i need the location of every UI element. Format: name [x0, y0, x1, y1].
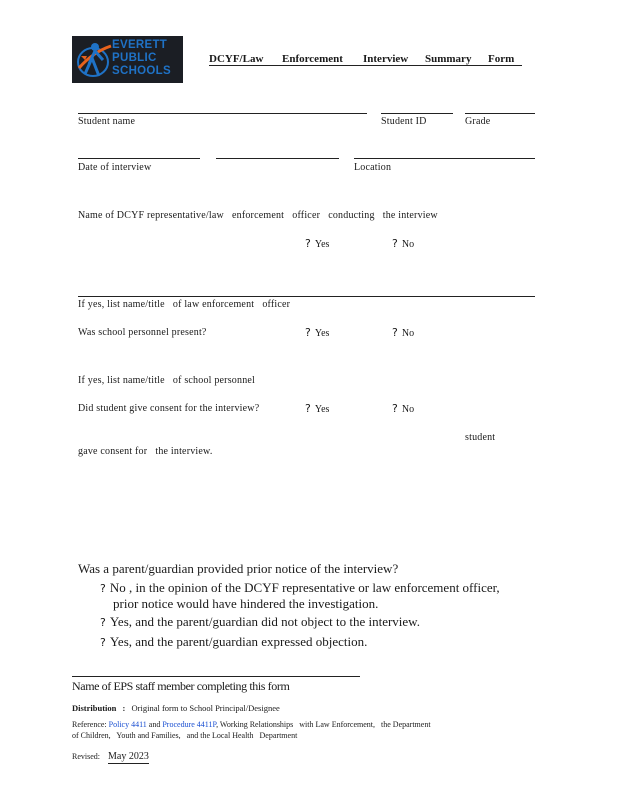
procedure-link[interactable]: Procedure 4411P [162, 720, 217, 729]
time-line[interactable] [216, 158, 339, 159]
student-name-line[interactable] [78, 113, 367, 114]
checkbox-icon[interactable]: ? [305, 326, 311, 339]
q3-text: Did student give consent for the interview? [78, 403, 260, 414]
q1-followup-label: If yes, list name/title of law enforcement officer [78, 299, 291, 310]
q3-yes-option[interactable] [305, 402, 329, 415]
reference-line-1 [72, 720, 431, 729]
header-word-1: DCYF/Law [209, 53, 264, 65]
q4-text: Was a parent/guardian provided prior notice of the interview? [78, 561, 399, 576]
q2-no-label: No [401, 328, 415, 339]
logo-text [112, 39, 171, 78]
everett-public-schools-logo [72, 36, 183, 83]
q1-answer-line[interactable] [78, 296, 535, 297]
checkbox-icon[interactable]: ? [100, 616, 106, 629]
revised-line [72, 746, 149, 764]
distribution-line [72, 703, 280, 713]
q2-yes-option[interactable] [305, 326, 329, 339]
logo-line-2: PUBLIC [112, 52, 157, 64]
student-id-label: Student ID [381, 116, 427, 127]
q4-option-3-label: Yes, and the parent/guardian expressed objection. [109, 634, 368, 649]
header-word-2: Enforcement [282, 53, 343, 65]
q3-no-label: No [401, 404, 415, 415]
staff-name-label: Name of EPS staff member completing this form [72, 679, 290, 693]
q1-text: Name of DCYF representative/law enforcement officer conducting the interview [78, 210, 438, 221]
q2-text: Was school personnel present? [78, 327, 207, 338]
distribution-label: Distribution [72, 703, 117, 713]
reference-prefix: Reference: [72, 720, 107, 729]
header-word-4: Summary [425, 53, 472, 65]
q2-no-option[interactable] [392, 326, 414, 339]
q1-yes-option[interactable] [305, 237, 329, 250]
checkbox-icon[interactable]: ? [392, 326, 398, 339]
policy-link[interactable]: Policy 4411 [108, 720, 147, 729]
q4-option-1[interactable] [100, 580, 500, 596]
q4-option-3[interactable] [100, 634, 367, 650]
q4-option-2-label: Yes, and the parent/guardian did not object to the interview. [109, 614, 420, 629]
reference-rest: , Working Relationships with Law Enforcement, the Department [216, 720, 431, 729]
q1-no-label: No [401, 239, 415, 250]
q3-yes-label: Yes [314, 404, 330, 415]
staff-name-line[interactable] [72, 676, 360, 677]
q2-yes-label: Yes [314, 328, 330, 339]
header-underline [209, 65, 522, 66]
logo-line-1: EVERETT [112, 39, 168, 51]
distribution-text: Original form to School Principal/Designee [131, 703, 280, 713]
student-id-line[interactable] [381, 113, 453, 114]
logo-figure-icon [75, 38, 115, 81]
q4-option-1-line-2: prior notice would have hindered the investigation. [113, 596, 379, 611]
header-word-5: Form [488, 53, 515, 65]
date-of-interview-line[interactable] [78, 158, 200, 159]
q4-option-2[interactable] [100, 614, 420, 630]
location-line[interactable] [354, 158, 535, 159]
reference-line-2: of Children, Youth and Families, and the Local Health Department [72, 731, 298, 740]
revised-label: Revised: [72, 752, 100, 761]
grade-line[interactable] [465, 113, 535, 114]
q3-note-student: student [465, 432, 496, 443]
revised-date: May 2023 [108, 751, 149, 762]
q1-no-option[interactable] [392, 237, 414, 250]
date-of-interview-label: Date of interview [78, 162, 152, 173]
checkbox-icon[interactable]: ? [100, 636, 106, 649]
location-label: Location [354, 162, 392, 173]
checkbox-icon[interactable]: ? [392, 237, 398, 250]
student-name-label: Student name [78, 116, 136, 127]
q2-followup-label: If yes, list name/title of school personnel [78, 375, 256, 386]
header-word-3: Interview [363, 53, 409, 65]
logo-line-3: SCHOOLS [112, 65, 171, 77]
reference-and: and [148, 720, 161, 729]
checkbox-icon[interactable]: ? [305, 402, 311, 415]
q4-option-1-line-1: No , in the opinion of the DCYF representative or law enforcement officer, [109, 580, 500, 595]
distribution-separator: : [122, 703, 126, 713]
q1-yes-label: Yes [314, 239, 330, 250]
q3-note-consent: gave consent for the interview. [78, 446, 213, 457]
checkbox-icon[interactable]: ? [305, 237, 311, 250]
q3-no-option[interactable] [392, 402, 414, 415]
checkbox-icon[interactable]: ? [392, 402, 398, 415]
grade-label: Grade [465, 116, 491, 127]
checkbox-icon[interactable]: ? [100, 582, 106, 595]
